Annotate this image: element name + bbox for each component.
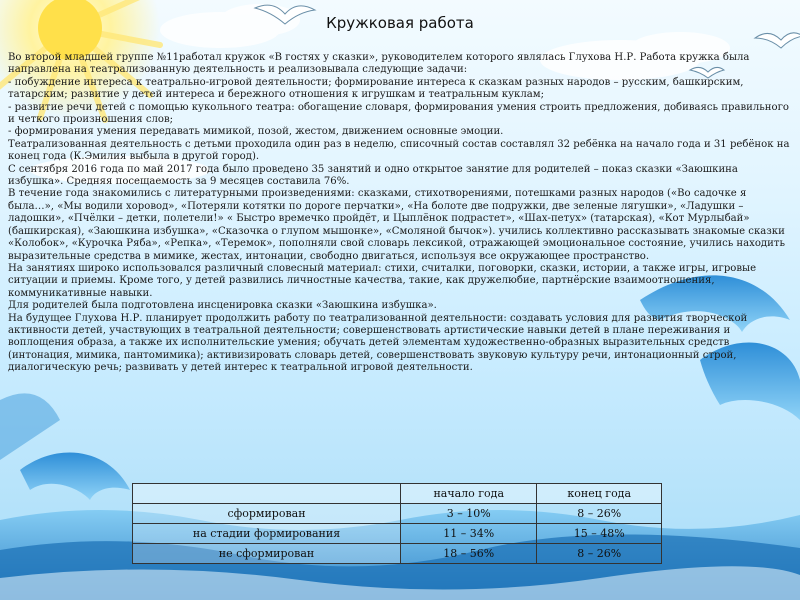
paragraph-intro: Во второй младшей группе №11работал кружок «В гостях у сказки», руководителем которого являлась Глухова Н.Р. Работа кружка была направлена на театрализованную деятельность и реализовывала следующие задачи: [8,52,750,76]
report-body [8,52,792,375]
column-header-end: конец года [537,484,662,504]
cell-end: 15 – 48% [537,524,662,544]
water-splash [0,393,60,460]
paragraph-literature: В течение года знакомились с литературными произведениями: сказками, стихотворениями, потешками разных народов («Во садочке я была…», «Мы водили хоровод», «Потеряли котятки по дороге перчатки», «На болоте две подружки, две зеленые лягушки», «Ладушки – ладошки», «Пчёлки – детки, полетели!» « Быстро времечко пройдёт, и Цыплёнок подрастет», «Шах-петух» (татарская), «Кот Мурлыбай» (башкирская), «Заюшкина избушка», «Сказочка о глупом мышонке», «Смоляной бычок»). учились коллективно рассказывать знакомые сказки «Колобок», «Курочка Ряба», «Репка», «Теремок», пополняли свой словарь лексикой, отражающей эмоциональное состояние, учились находить выразительные средства в мимике, жестах, интонации, свободно двигаться, используя все окружающее пространство. [8,188,785,262]
column-header-start: начало года [401,484,537,504]
paragraph-sessions: С сентября 2016 года по май 2017 года было проведено 35 занятий и одно открытое занятие для родителей – показ сказки «Заюшкина избушка». Средняя посещаемость за 9 месяцев составила 76%. [8,163,738,188]
row-label: сформирован [133,504,401,524]
page-title: Кружковая работа [326,14,474,32]
cell-start: 3 – 10% [401,504,537,524]
table-row [133,524,662,544]
paragraph-attendance: Театрализованная деятельность с детьми проходила один раз в неделю, списочный состав составлял 32 ребёнка на начало года и 31 ребёнок на конец года (К.Эмилия выбыла в другой город). [8,138,790,163]
cell-start: 18 – 56% [401,544,537,564]
paragraph-future: На будущее Глухова Н.Р. планирует продолжить работу по театрализованной деятельности: создавать условия для развития творческой активности детей, участвующих в театральной деятельности; совершенствовать артистические навыки детей в плане переживания и воплощения образа, а также их исполнительские умения; обучать детей элементам художественно-образных выразительных средств (интонация, мимика, пантомимика); активизировать словарь детей, совершенствовать звуковую культуру речи, интонационный строй, диалогическую речь; развивать у детей интерес к театральной игровой деятельности. [8,312,748,374]
table-corner-cell [133,484,401,504]
paragraph-task-2: - развитие речи детей с помощью кукольного театра: обогащение словаря, формирования умения строить предложения, добиваясь правильного и четкого произношения слов; [8,101,789,126]
row-label: на стадии формирования [133,524,401,544]
cell-start: 11 – 34% [401,524,537,544]
results-table [132,483,662,564]
paragraph-materials: На занятиях широко использовался различный словесный материал: стихи, считалки, поговорки, сказки, истории, а также игры, игровые ситуации и приемы. Кроме того, у детей развились личностные качества, такие, как дружелюбие, партнёрские взаимоотношения, коммуникативные навыки. [8,262,757,299]
paragraph-task-1: - побуждение интереса к театрально-игровой деятельности; формирование интереса к сказкам разных народов – русским, башкирским, татарским; развитие у детей интереса и бережного отношения к игрушкам и театральным куклам; [8,76,744,101]
paragraph-task-3: - формирования умения передавать мимикой, позой, жестом, движением основные эмоции. [8,126,504,138]
cell-end: 8 – 26% [537,504,662,524]
cell-end: 8 – 26% [537,544,662,564]
table-header-row [133,484,662,504]
row-label: не сформирован [133,544,401,564]
table-row [133,544,662,564]
table-row [133,504,662,524]
paragraph-parents: Для родителей была подготовлена инсценировка сказки «Заюшкина избушка». [8,300,437,312]
